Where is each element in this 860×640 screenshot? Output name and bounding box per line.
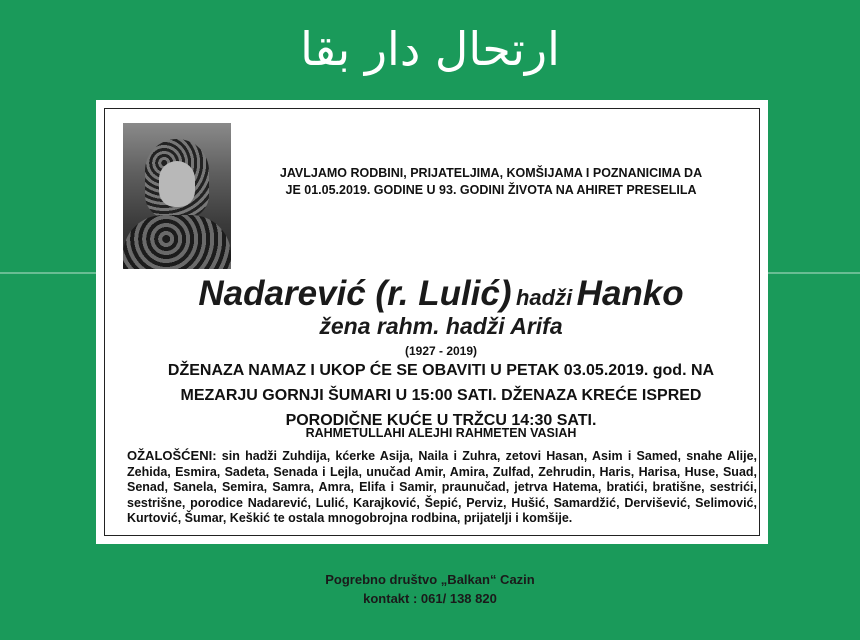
funeral-home-contact: kontakt : 061/ 138 820	[363, 591, 497, 606]
announcement-intro	[231, 165, 751, 199]
obituary-border	[104, 108, 760, 536]
deceased-name-surname: Nadarević (r. Lulić)	[198, 274, 512, 313]
arabic-calligraphy-header: ارتحال دار بقا	[300, 22, 560, 76]
face-shape	[159, 161, 195, 207]
body-shape	[123, 215, 231, 269]
deceased-name	[125, 274, 757, 314]
mourners-paragraph	[127, 448, 757, 527]
funeral-home-footer	[0, 570, 860, 608]
funeral-line-1: DŽENAZA NAMAZ I UKOP ĆE SE OBAVITI U PETAK 03.05.2019. god. NA	[167, 362, 715, 379]
intro-line-2: JE 01.05.2019. GODINE U 93. GODINI ŽIVOTA NA AHIRET PRESELILA	[285, 183, 697, 197]
intro-line-1: JAVLJAMO RODBINI, PRIJATELJIMA, KOMŠIJAMA I POZNANICIMA DA	[279, 166, 703, 180]
funeral-line-2: MEZARJU GORNJI ŠUMARI U 15:00 SATI. DŽENAZA KREĆE ISPRED	[180, 387, 702, 404]
wife-of-line: žena rahm. hadži Arifa	[319, 313, 563, 339]
prayer-line: RAHMETULLAHI ALEJHI RAHMETEN VASIAH	[305, 426, 577, 440]
funeral-home-name: Pogrebno društvo „Balkan“ Cazin	[325, 572, 535, 587]
funeral-details	[125, 358, 757, 433]
mourners-list: sin hadži Zuhdija, kćerke Asija, Naila i Zuhra, zetovi Hasan, Asim i Samed, snahe Alije, Zehida, Esmira, Sadeta, Senada i Lejla, unučad Amir, Amira, Zulfad, Zehrudin, Haris, Harisa, Huse, Suad, Senad, Sanela, Semira, Samra, Amra, Elifa i Samir, praunučad, jetrva Hatema, bratići, bratišne, sestrići, sestrišne, porodice Nadarević, Lulić, Karajković, Šepić, Perviz, Hušić, Samardžić, Dervišević, Selimović, Kurtović, Šumar, Keškić te ostala mnogobrojna rodbina, prijatelji i komšije.	[127, 449, 757, 525]
deceased-name-first: Hanko	[576, 274, 684, 313]
deceased-portrait-photo	[123, 123, 231, 269]
life-years: (1927 - 2019)	[404, 344, 478, 358]
deceased-name-title: hadži	[515, 285, 573, 310]
funeral-line-3: PORODIČNE KUĆE U TRŽCU 14:30 SATI.	[285, 412, 597, 429]
obituary-card	[96, 100, 768, 544]
mourners-label: OŽALOŠĆENI:	[127, 448, 217, 463]
